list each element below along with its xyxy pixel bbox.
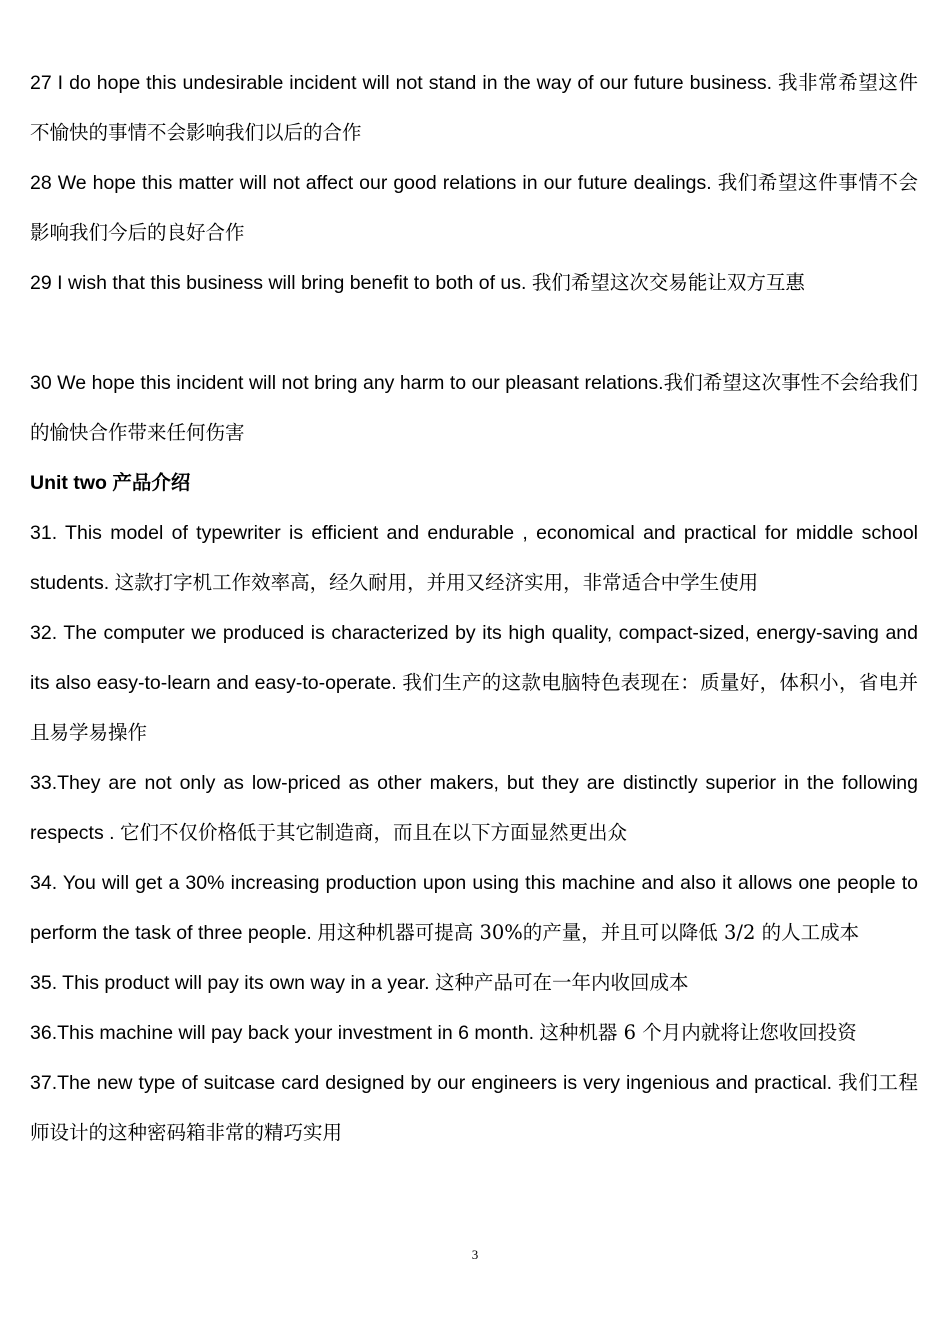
sentence-36 [30, 1008, 918, 1058]
sentence-34 [30, 858, 918, 958]
sentence-zh: 它们不仅价格低于其它制造商，而且在以下方面显然更出众 [119, 821, 627, 844]
sentence-en: 34. You will get a 30% increasing production upon using this machine and also it allows one people to perform the task of three people. [30, 872, 918, 944]
sentence-zh: 我们希望这次事性不会给我们的愉快合作带来任何伤害 [30, 371, 918, 444]
sentence-33 [30, 758, 918, 858]
page-number: 3 [471, 1247, 479, 1262]
sentence-28 [30, 158, 918, 258]
sentence-27 [30, 58, 918, 158]
blank-line [30, 308, 918, 358]
unit-heading: Unit two 产品介绍 [30, 472, 191, 494]
sentence-zh: 用这种机器可提高 30%的产量，并且可以降低 3/2 的人工成本 [317, 921, 860, 944]
sentence-35 [30, 958, 918, 1008]
sentence-zh: 我们希望这次交易能让双方互惠 [531, 271, 805, 294]
sentence-en: 30 We hope this incident will not bring any harm to our pleasant relations. [30, 372, 664, 394]
sentence-en: 37.The new type of suitcase card designed by our engineers is very ingenious and practical. [30, 1072, 833, 1094]
sentence-en: 32. The computer we produced is characterized by its high quality, compact-sized, energy-saving and its also easy-to-learn and easy-to-operate. [30, 622, 918, 694]
sentence-en: 36.This machine will pay back your investment in 6 month. [30, 1022, 534, 1044]
sentence-zh: 这款打字机工作效率高，经久耐用，并用又经济实用，非常适合中学生使用 [114, 571, 759, 594]
sentence-29 [30, 258, 918, 308]
sentence-en: 27 I do hope this undesirable incident will not stand in the way of our future business. [30, 72, 773, 94]
sentence-zh: 我们工程师设计的这种密码箱非常的精巧实用 [30, 1071, 918, 1144]
sentence-zh: 这种机器 6 个月内就将让您收回投资 [539, 1021, 857, 1044]
sentence-31 [30, 508, 918, 608]
document-body [30, 58, 918, 1158]
sentence-zh: 我们生产的这款电脑特色表现在：质量好，体积小，省电并且易学易操作 [30, 671, 918, 744]
sentence-en: 35. This product will pay its own way in a year. [30, 972, 430, 994]
sentence-32 [30, 608, 918, 758]
sentence-en: 31. This model of typewriter is efficient and endurable , economical and practical for middle school students. [30, 522, 918, 594]
sentence-30 [30, 358, 918, 458]
sentence-37 [30, 1058, 918, 1158]
sentence-zh: 我们希望这件事情不会影响我们今后的良好合作 [30, 171, 918, 244]
sentence-en: 28 We hope this matter will not affect our good relations in our future dealings. [30, 172, 712, 194]
sentence-en: 29 I wish that this business will bring benefit to both of us. [30, 272, 527, 294]
sentence-zh: 这种产品可在一年内收回成本 [435, 971, 689, 994]
sentence-zh: 我非常希望这件不愉快的事情不会影响我们以后的合作 [30, 71, 918, 144]
sentence-en: 33.They are not only as low-priced as other makers, but they are distinctly superior in the following respects . [30, 772, 918, 844]
